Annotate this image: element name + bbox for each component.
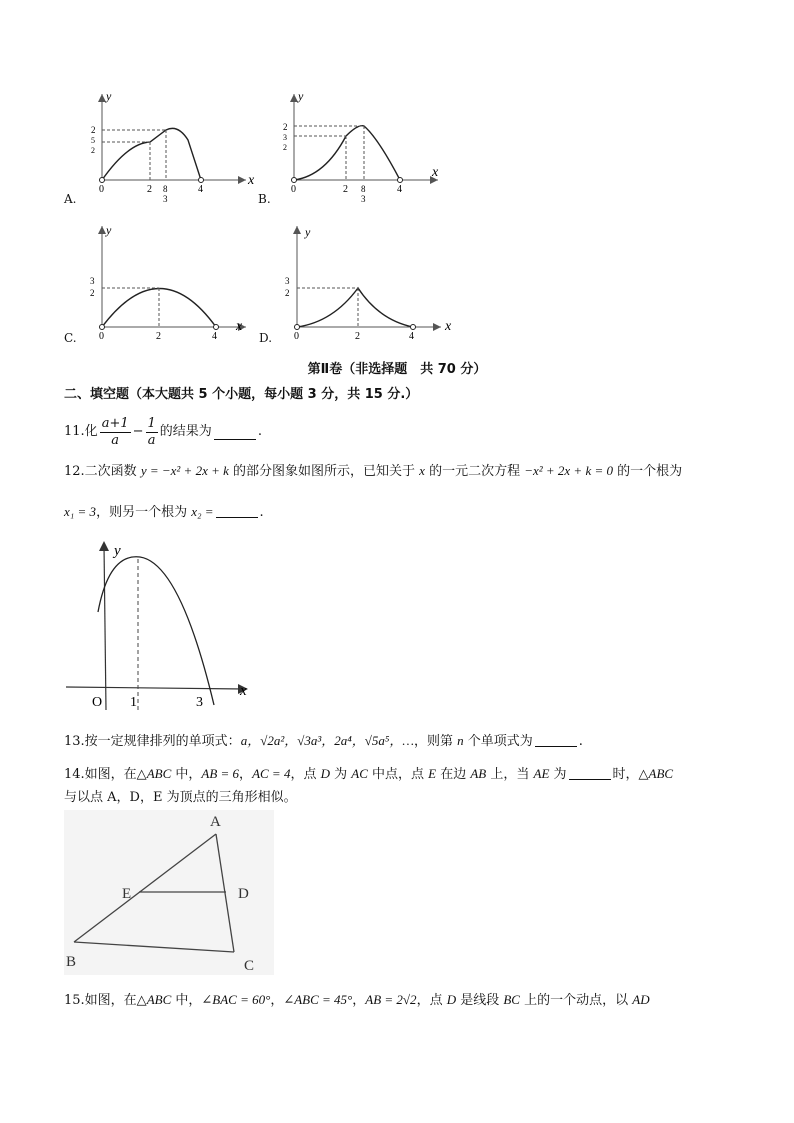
q12-graph-y-label: y	[114, 543, 121, 559]
q14-text-i: 时，△	[612, 767, 649, 782]
graph-a-tick-2: 2	[147, 184, 152, 195]
q15-text-d: ，	[352, 993, 366, 1008]
graph-b-y-label: y	[298, 89, 304, 103]
graph-b-x-label: x	[432, 165, 439, 180]
graph-a-y-5: 5	[91, 136, 95, 145]
q12-text-a: 12.二次函数	[64, 464, 141, 479]
option-c-label: C.	[64, 331, 77, 345]
graph-a-tick-8: 8	[163, 184, 168, 194]
q12-equation: −x² + 2x + k = 0	[524, 463, 614, 478]
graph-a-x-label: x	[248, 173, 255, 188]
q15-text-c: ，	[270, 993, 284, 1008]
q15-text-e: ，点	[416, 993, 447, 1008]
graph-c-y-2: 2	[90, 288, 95, 298]
question-15	[64, 990, 650, 1011]
q12-root-1: x₁ = 3	[64, 504, 97, 519]
q14-d: D	[320, 766, 330, 781]
q14-text-c: ，点	[290, 767, 321, 782]
q11-answer-blank	[214, 425, 256, 440]
q14-e: E	[428, 766, 437, 781]
q14-text-f: 在边	[436, 767, 471, 782]
q14-label-d: D	[238, 886, 249, 902]
q12-parabola-graph	[64, 535, 264, 715]
q14-ab-seg: AB	[470, 766, 487, 781]
q11-minus: −	[132, 424, 144, 439]
q13-terms: a，√2a²，√3a³，2a⁴，√5a⁵，…	[240, 733, 414, 748]
q14-answer-blank	[569, 765, 611, 780]
q14-text-g: 上，当	[486, 767, 534, 782]
q15-d: D	[446, 992, 457, 1007]
question-12-line-1	[64, 461, 682, 482]
q14-text-d: 为	[329, 767, 352, 782]
q14-ae: AE	[533, 766, 550, 781]
q14-ab: AB = 6	[201, 766, 240, 781]
q12-text-b: 的部分图象如图所示，已知关于	[228, 464, 420, 479]
q11-end: .	[257, 424, 262, 439]
q11-frac1-den: a	[111, 432, 120, 448]
option-b-label: B.	[258, 192, 271, 206]
graph-d-x-label: x	[445, 319, 452, 334]
q11-fraction-1	[100, 416, 131, 449]
graph-c-origin: 0	[99, 331, 104, 342]
q15-bc: BC	[503, 992, 520, 1007]
graph-a-y-label: y	[106, 89, 112, 103]
graph-c-tick-2: 2	[156, 331, 161, 342]
q14-label-a: A	[210, 814, 221, 830]
option-c-graph	[88, 222, 258, 347]
q15-text-g: 上的一个动点，以	[519, 993, 633, 1008]
q13-mid: ，则第	[414, 734, 458, 749]
q14-comma: ，	[239, 767, 253, 782]
question-13	[64, 731, 583, 752]
graph-a-y-2b: 2	[91, 146, 95, 155]
q14-label-c: C	[244, 958, 255, 974]
graph-c-x-label: x	[236, 319, 243, 334]
q14-label-b: B	[66, 954, 77, 970]
q13-text: 13.按一定规律排列的单项式：	[64, 734, 241, 749]
graph-a-y-2: 2	[91, 125, 96, 135]
q12-text-c: 的一元二次方程	[424, 464, 525, 479]
q15-text-a: 15.如图，在△	[64, 993, 147, 1008]
q15-text-f: 是线段	[456, 993, 504, 1008]
question-11	[64, 412, 262, 452]
q14-text-a: 14.如图，在△	[64, 767, 147, 782]
q11-prefix: 11.化	[64, 424, 98, 439]
graph-d-y-label: y	[305, 225, 311, 239]
graph-c-y-label: y	[106, 223, 112, 237]
q14-ac: AC = 4	[252, 766, 291, 781]
q14-label-e: E	[122, 886, 132, 902]
graph-d-tick-4: 4	[409, 331, 414, 342]
q13-answer-blank	[535, 732, 577, 747]
q14-triangle-figure	[64, 810, 274, 975]
graph-d-tick-2: 2	[355, 331, 360, 342]
graph-a-origin: 0	[99, 184, 104, 195]
section-title: 第Ⅱ卷（非选择题 共 70 分）	[307, 362, 487, 377]
q12-end: .	[259, 505, 264, 520]
graph-b-y-2: 2	[283, 122, 288, 132]
q12-root-2: x₂ =	[191, 504, 214, 519]
q14-abc: ABC	[146, 766, 172, 781]
graph-d-origin: 0	[294, 331, 299, 342]
question-14-line-1	[64, 764, 673, 785]
q12-answer-blank	[216, 503, 258, 518]
q12-graph-tick-3: 3	[196, 695, 203, 710]
q14-abc-2: ABC	[648, 766, 674, 781]
graph-b-tick-2: 2	[343, 184, 348, 195]
q13-suffix: 个单项式为	[463, 734, 533, 749]
graph-a-tick-3: 3	[163, 194, 168, 204]
q13-n: n	[457, 733, 464, 748]
q15-ab: AB = 2√2	[365, 992, 417, 1007]
graph-b-tick-4: 4	[397, 184, 402, 195]
graph-a-tick-4: 4	[198, 184, 203, 195]
q12-graph-origin: O	[92, 695, 103, 710]
q15-angle-abc: ∠ABC = 45°	[283, 992, 353, 1007]
graph-d-y-2: 2	[285, 288, 290, 298]
q12-graph-x-label: x	[240, 683, 247, 699]
q12-text-e: ，则另一个根为	[96, 505, 192, 520]
graph-b-origin: 0	[291, 184, 296, 195]
q15-text-b: 中，	[171, 993, 202, 1008]
option-d-graph	[283, 222, 453, 347]
option-d-label: D.	[259, 331, 273, 345]
q15-abc: ABC	[146, 992, 172, 1007]
q13-end: .	[578, 734, 583, 749]
q11-frac2-den: a	[147, 432, 156, 448]
q11-fraction-2	[146, 416, 158, 449]
q11-frac1-num: a+1	[101, 415, 129, 431]
option-a-graph	[88, 88, 258, 208]
q14-text-b: 中，	[171, 767, 202, 782]
graph-b-tick-8: 8	[361, 184, 366, 194]
graph-b-tick-3: 3	[361, 194, 366, 204]
q14-text-h: 为	[549, 767, 567, 782]
q14-text-e: 中点，点	[367, 767, 429, 782]
section-part-heading: 二、填空题（本大题共 5 个小题，每小题 3 分，共 15 分.）	[64, 387, 419, 402]
q12-text-d: 的一个根为	[613, 464, 683, 479]
q14-ac-seg: AC	[351, 766, 368, 781]
q12-function: y = −x² + 2x + k	[140, 463, 229, 478]
question-12-line-2	[64, 502, 264, 523]
option-a-label: A.	[64, 192, 77, 206]
graph-b-y-3: 3	[283, 133, 287, 142]
q15-angle-bac: ∠BAC = 60°	[201, 992, 271, 1007]
graph-c-y-3: 3	[90, 276, 95, 286]
option-b-graph	[280, 88, 450, 208]
q12-var: x	[419, 463, 425, 478]
question-14-line-2: 与以点 A，D，E 为顶点的三角形相似。	[64, 790, 297, 805]
q15-ad: AD	[632, 992, 650, 1007]
graph-d-y-3: 3	[285, 276, 290, 286]
graph-c-tick-4: 4	[212, 331, 217, 342]
graph-b-y-2b: 2	[283, 143, 287, 152]
q12-graph-tick-1: 1	[130, 695, 137, 710]
q11-frac2-num: 1	[147, 415, 156, 431]
q11-suffix: 的结果为	[159, 424, 212, 439]
